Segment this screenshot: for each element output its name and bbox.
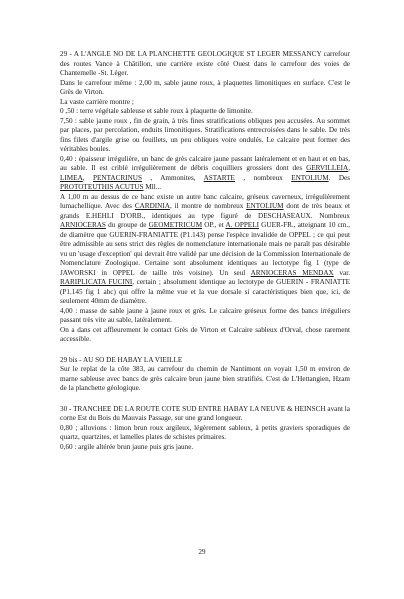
text-run: , il montre de nombreux: [169, 202, 247, 210]
text-run: ,: [82, 173, 93, 182]
genus-name: PROTOTEUTHIS ACUTUS: [60, 183, 144, 191]
section-30-paragraph: 0,80 ; alluvions : limon brun roux argileux, légèrement sableux, à petits graviers sporadiques de quartz, quartzites, et lamelles plates de schistes primaires.: [60, 423, 350, 441]
text-run: A 1,00 m au dessus de ce banc existe un autre banc calcaire, gréseux caverneux, irrégulièrement lumachellique. Avec des: [60, 192, 350, 210]
section-29-paragraph: [60, 155, 350, 193]
text-run: du groupe de: [105, 221, 149, 229]
section-30-heading: 30 - TRANCHEE DE LA ROUTE COTE SUD ENTRE HABAY LA NEUVE & HEINSCH avant la corne Est du Bois du Mauvais Passage, sur une grand longueur.: [60, 404, 350, 422]
genus-name: ARNIOCERAS: [60, 221, 106, 229]
section-29-paragraph: 4,00 : masse de sable jaune à jaune roux et grès. Le calcaire gréseux forme des bancs irréguliers passant très vite au sable, latéralement.: [60, 306, 350, 324]
text-run: OP., et: [202, 221, 226, 229]
text-run: , certain ; absolument identique au lectotype de GUERIN - FRANIATTE (P1.145 fig 1 abc) qui offre la même vue et la vue dorsale si caractéristiques bien que, ici, de seulement 40mm de diamètre.: [60, 278, 350, 305]
text-run: 0,40 : épaisseur irrégulière, un banc de grès calcaire jaune passant latéralement et en haut et en bas, au sable. Il est criblé irrégulièrement de débris coquilliers grossiers dont des: [60, 154, 350, 172]
section-29-paragraph: 7,50 : sable jaune roux , fin de grain, à très fines stratifications obliques peu accusées. Au sommet par places, par percolation, enduits limonitiques. Stratifications entrecroisées dans le sable. De très fins filets d'argile grise ou feuillets, un peu obliques voire ondulés. Le calcaire peut former des véritables boules.: [60, 116, 350, 153]
genus-name: ENTOLIUM: [291, 173, 329, 182]
genus-name: PENTACRINUS: [93, 173, 142, 182]
section-spacer: [60, 394, 350, 405]
section-29-paragraph: La vaste carrière montre ;: [60, 97, 134, 106]
text-run: dont de très beaux et grands E.HEHLI D'ORB., identiques au type figuré de DESCHASEAUX. Nombreux: [60, 202, 351, 220]
genus-name: RARIPLICATA FUCINI: [60, 278, 133, 286]
text-run: var.: [333, 268, 351, 277]
genus-name: ENTOLIUM: [246, 202, 284, 210]
genus-name: CARDINIA: [134, 202, 170, 210]
genus-name: LIMEA: [60, 173, 83, 182]
genus-name: ASTARTE: [203, 173, 235, 182]
text-run: . Des: [328, 173, 351, 182]
section-30-paragraph: 0,60 : argile altérée brun jaune puis gris jaune.: [60, 442, 194, 451]
text-run: , nombreux: [234, 173, 292, 182]
genus-name: A. OPPELI: [225, 221, 259, 229]
section-29-paragraph: [60, 193, 350, 307]
section-29-paragraph: On a dans cet affleurement le contact Grès de Virton et Calcaire sableux d'Orval, chose rarement accessible.: [60, 325, 350, 343]
text-run: ,: [348, 164, 350, 172]
section-spacer: [60, 345, 350, 356]
genus-name: GERVILLEIA: [306, 164, 349, 172]
section-29-paragraph: 0 ,50 : terre végétale sableuse et sable roux à plaquette de limonite.: [60, 107, 253, 115]
genus-name: ARNIOCERAS MENDAX: [250, 268, 334, 277]
document-body: [60, 50, 350, 452]
text-run: , Ammonites,: [141, 173, 204, 182]
section-29bis-heading: 29 bis - AU SO DE HABAY LA VIEILLE: [60, 355, 183, 364]
genus-name: GEOMETRICUM: [148, 221, 203, 229]
section-29-paragraph: Dans le carrefour même : 2,00 m, sable jaune roux, à plaquettes limonitiques en surface. C'est le Grès de Virton.: [60, 78, 350, 96]
section-29bis-paragraph: Sur le replat de la côte 383, au carrefour du chemin de Nantimont on voyait 1,50 m environ de marne sableuse avec bancs de grès calcaire brun jaune bien stratifiés. C'est de L'Hettangien, Hzam de la planchette géologique.: [60, 365, 350, 392]
text-run: GUER-FR., atteignant 10 cm., de diamètre que GUERIN-FRANIATTE (P1.143) pense l'espèce invalidée de OPPEL ; ce qui peut être admissible au sens strict des règles de nomenclature internationale mais ne paraît pas désirable vu un 'usage d'exception' qui devrait être validé par une décision de la Commission Internationale de Nomenclature Zoologique. Certaine sont absolument identiques au lectotype fig 1 (type de JAWORSKI in OPPEL de taille très voisine). Un seul: [60, 221, 350, 277]
section-29-heading: 29 - A L'ANGLE NO DE LA PLANCHETTE GEOLOGIQUE ST LEGER MESSANCY carrefour des routes Vance à Châtillon, une carrière existe côté Ouest dans le carrefour des voies de Chantemelle -St. Léger.: [60, 50, 350, 77]
page-number: 29: [198, 548, 206, 556]
text-run: Mll...: [143, 183, 162, 191]
